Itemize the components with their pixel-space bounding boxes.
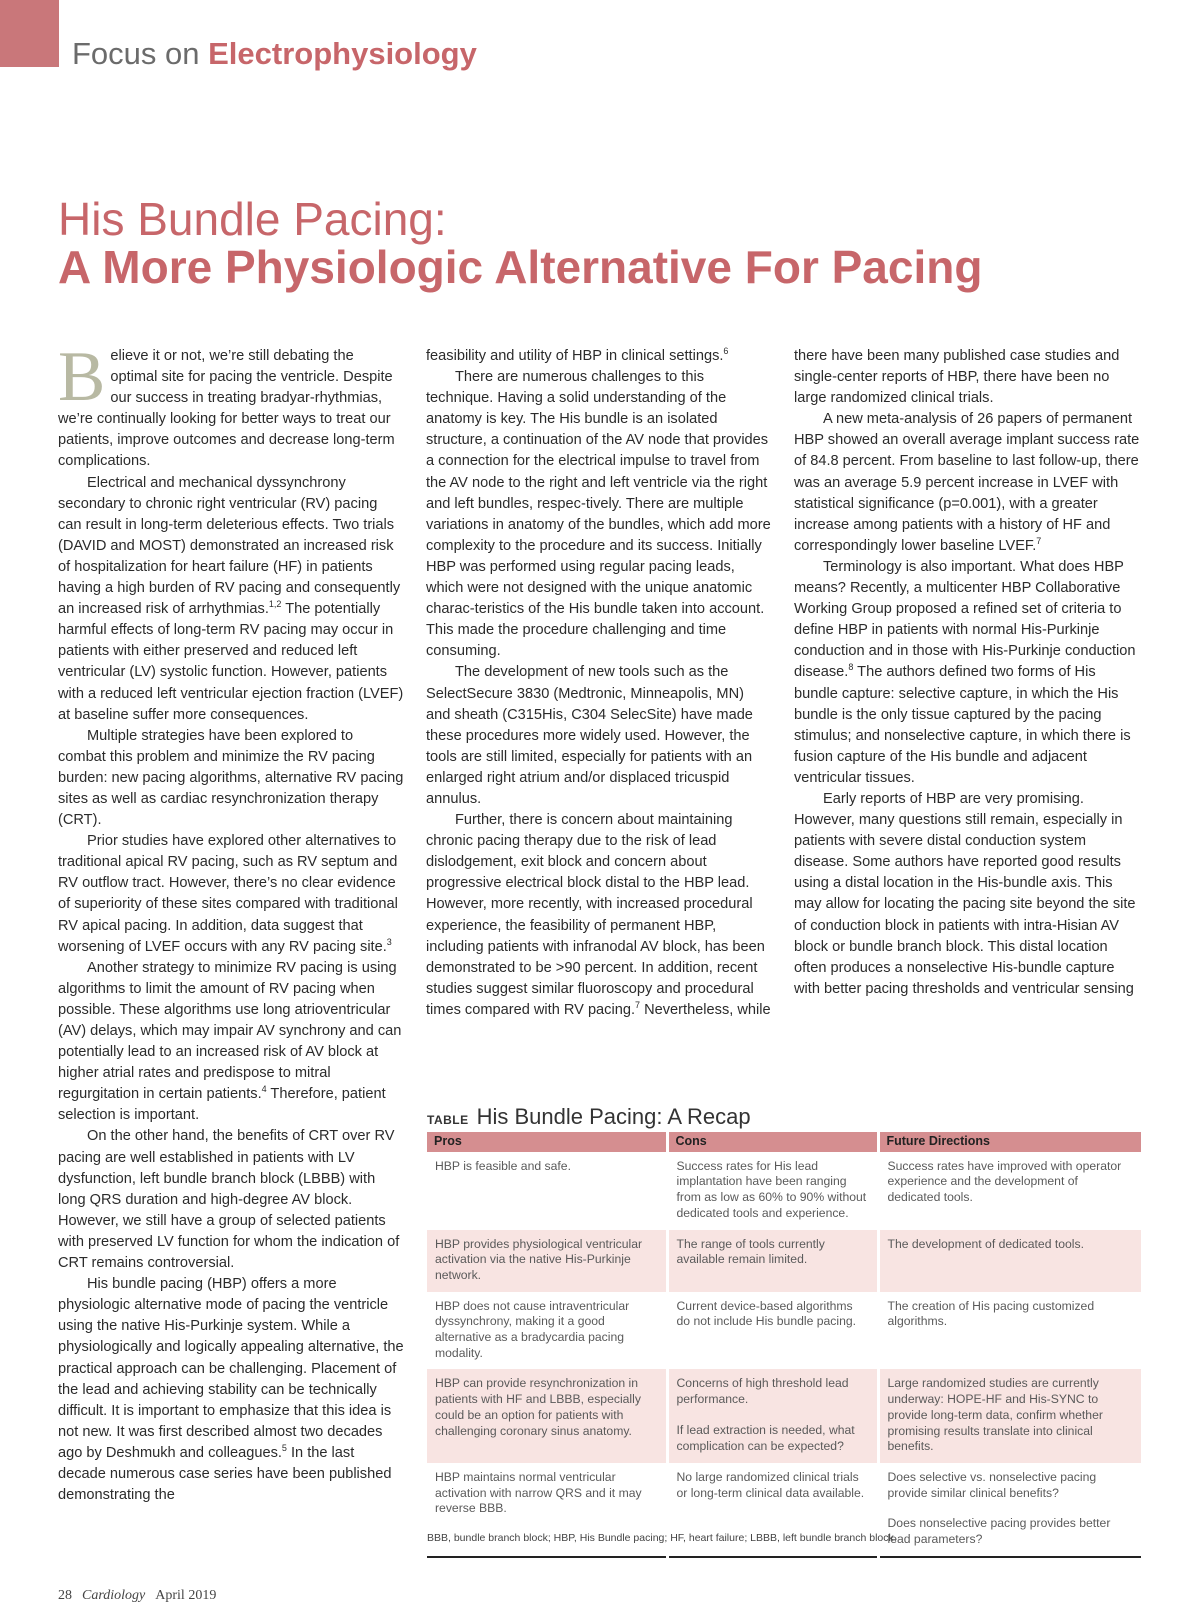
paragraph-text: Terminology is also important. What does HBP means? Recently, a multicenter HBP Collaborative Working Group proposed a refined set of criteria to define HBP in patients with normal His-Purkinje conduction and in those with His-Purkinje conduction disease. (794, 558, 1136, 681)
future-cell: The development of dedicated tools. (878, 1230, 1141, 1292)
cons-cell: The range of tools currently available remain limited. (667, 1230, 878, 1292)
article-title-line1: His Bundle Pacing: (58, 193, 447, 245)
reference-marker: 3 (386, 936, 392, 947)
paragraph: there have been many published case studies and single-center reports of HBP, there have been no large randomized clinical trials. (794, 348, 1120, 407)
reference-marker: 7 (635, 1000, 641, 1011)
paragraph-text: Nevertheless, while (640, 1001, 771, 1018)
header-future: Future Directions (878, 1132, 1141, 1152)
paragraph-text: Electrical and mechanical dyssynchrony secondary to chronic right ventricular (RV) pacing can result in long-term deleterious effects. Two trials (DAVID and MOST) demonstrated an increased risk of hospitalization for heart failure (HF) in patients having a high burden of RV pacing and consequently an increased risk of arrhythmias. (58, 474, 401, 618)
pros-cell: HBP does not cause intraventricular dyssynchrony, making it a good alternative as a bradycardia pacing modality. (427, 1292, 667, 1370)
paragraph (426, 346, 772, 367)
pros-cell: HBP maintains normal ventricular activation with narrow QRS and it may reverse BBB. (427, 1463, 667, 1557)
table-footnote: BBB, bundle branch block; HBP, His Bundle pacing; HF, heart failure; LBBB, left bundle branch block. (427, 1532, 897, 1544)
column-2 (426, 346, 772, 1021)
recap-table (427, 1132, 1141, 1558)
cons-cell: Success rates for His lead implantation have been ranging from as low as 60% to 90% without dedicated tools and experience. (667, 1152, 878, 1230)
paragraph: On the other hand, the benefits of CRT over RV pacing are well established in patients with LV dysfunction, left bundle branch block (LBBB) with long QRS duration and high-degree AV block. However, we still have a group of selected patients with preserved LV function for whom the indication of CRT remains controversial. (58, 1128, 400, 1272)
paragraph-text: feasibility and utility of HBP in clinical settings. (426, 348, 724, 364)
section-prefix: Focus on (72, 36, 209, 71)
cons-cell (667, 1369, 878, 1463)
paragraph-text: In the last decade numerous case series have been published demonstrating the (58, 1444, 392, 1504)
header-cons: Cons (667, 1132, 878, 1152)
article-title-line2: A More Physiologic Alternative For Pacing (58, 241, 983, 293)
table-title: His Bundle Pacing: A Recap (476, 1104, 751, 1129)
cons-text: Concerns of high threshold lead performance. (676, 1376, 849, 1407)
paragraph-text: His bundle pacing (HBP) offers a more physiologic alternative mode of pacing the ventricle using the native His-Purkinje system. While a physiologically and logically appealing alternative, the practical approach can be challenging. Placement of the lead and achieving stability can be technically difficult. It is important to emphasize that this idea is not new. It was first described almost two decades ago by Deshmukh and colleagues. (58, 1276, 404, 1461)
cons-text: If lead extraction is needed, what complication can be expected? (676, 1422, 855, 1453)
paragraph (58, 473, 404, 726)
drop-cap: B (58, 338, 106, 416)
reference-marker: 4 (261, 1084, 267, 1095)
table-row (427, 1230, 1141, 1292)
paragraph-text: Prior studies have explored other alternatives to traditional apical RV pacing, such as RV septum and RV outflow tract. However, there’s no clear evidence of superiority of these sites compared with traditional RV apical pacing. In addition, data suggest that worsening of LVEF occurs with any RV pacing site. (58, 833, 398, 955)
future-text: Does nonselective pacing provides better lead parameters? (887, 1516, 1111, 1547)
future-cell: The creation of His pacing customized algorithms. (887, 1298, 1095, 1329)
corner-tab (0, 0, 59, 67)
reference-marker: 5 (281, 1443, 287, 1454)
paragraph-text: A new meta-analysis of 26 papers of permanent HBP showed an overall average implant success rate of 84.8 percent. From baseline to last follow-up, there was an average 5.9 percent increase in LVEF with statistical significance (p=0.001), with a greater increase among patients with a history of HF and correspondingly lower baseline LVEF. (794, 411, 1140, 554)
reference-marker: 7 (1036, 535, 1042, 546)
paragraph (426, 810, 772, 1021)
pros-cell: HBP can provide resynchronization in patients with HF and LBBB, especially could be an option for patients with challenging coronary sinus anatomy. (427, 1369, 667, 1463)
pros-cell: HBP is feasible and safe. (427, 1152, 667, 1230)
future-text: Does selective vs. nonselective pacing provide similar clinical benefits? (887, 1469, 1097, 1500)
paragraph-text: The authors defined two forms of His bundle capture: selective capture, in which the His bundle is the only tissue captured by the pacing stimulus; and nonselective capture, in which there is fusion capture of the His bundle and adjacent ventricular tissues. (794, 664, 1131, 786)
page-footer (58, 1588, 216, 1604)
issue-date: April 2019 (155, 1588, 217, 1603)
paragraph-text: elieve it or not, we’re still debating the optimal site for pacing the ventricle. Despite our success in treating bradyar-rhythmias, we’re continually looking for better ways to treat our patients, improve outcomes and decrease long-term complications. (58, 348, 395, 470)
paragraph: There are numerous challenges to this technique. Having a solid understanding of the anatomy is key. The His bundle is an isolated structure, a continuation of the AV node that provides a connection for the electrical impulse to travel from the AV node to the right and left ventricle via the right and left bundles, respec-tively. There are multiple variations in anatomy of the bundles, which add more complexity to the procedure and its success. Initially HBP was performed using regular pacing leads, which were not designed with the unique anatomic charac-teristics of the His bundle taken into account. This made the procedure challenging and time consuming. (426, 369, 771, 660)
paragraph (58, 831, 404, 958)
paragraph: Early reports of HBP are very promising. However, many questions still remain, especially in patients with severe distal conduction system disease. Some authors have reported good results using a distal location in the His-bundle axis. This may allow for locating the pacing site beyond the site of conduction block in patients with intra-Hisian AV block or bundle branch block. This distal location often produces a nonselective His-bundle capture with better pacing thresholds and ventricular sensing (794, 790, 1136, 997)
table-row (427, 1152, 1141, 1230)
paragraph: Multiple strategies have been explored to combat this problem and minimize the RV pacing burden: new pacing algorithms, alternative RV pacing sites as well as cardiac resynchronization therapy (CRT). (58, 727, 404, 829)
reference-marker: 6 (723, 346, 729, 357)
paragraph-text: The potentially harmful effects of long-term RV pacing may occur in patients with either preserved and reduced left ventricular (LV) systolic function. However, patients with a reduced left ventricular ejection fraction (LVEF) at baseline suffer more consequences. (58, 601, 404, 723)
paragraph: The development of new tools such as the SelectSecure 3830 (Medtronic, Minneapolis, MN) and sheath (C315His, C304 SelecSite) have made these procedures more widely used. However, the tools are still limited, especially for patients with an enlarged right atrium and/or displaced tricuspid annulus. (426, 664, 753, 807)
section-accent: Electrophysiology (208, 36, 477, 71)
cons-cell: No large randomized clinical trials or long-term clinical data available. (667, 1463, 878, 1557)
table-tag: TABLE (427, 1113, 469, 1127)
paragraph-text: Therefore, patient selection is important. (58, 1086, 386, 1124)
table-header-row (427, 1132, 1141, 1152)
paragraph (794, 409, 1140, 557)
table-row (427, 1292, 1141, 1370)
column-3 (794, 346, 1140, 1000)
paragraph (58, 1274, 404, 1506)
header-pros: Pros (427, 1132, 667, 1152)
future-cell (878, 1463, 1141, 1557)
future-cell: Large randomized studies are currently underway: HOPE-HF and His-SYNC to provide long-term data, confirm whether promising results translate into clinical benefits. (878, 1369, 1141, 1463)
paragraph-text: Another strategy to minimize RV pacing is using algorithms to limit the amount of RV pacing when possible. These algorithms use long atrioventricular (AV) delays, which may impair AV synchrony and can potentially lead to an increased risk of AV block at higher atrial rates and predispose to mitral regurgitation in certain patients. (58, 959, 402, 1103)
paragraph-text: Further, there is concern about maintaining chronic pacing therapy due to the risk of lead dislodgement, exit block and concern about progressive electrical block distal to the HBP lead. However, more recently, with increased procedural experience, the feasibility of permanent HBP, including patients with infranodal AV block, has been demonstrated to be >90 percent. In addition, recent studies suggest similar fluoroscopy and procedural times compared with RV pacing. (426, 812, 765, 1018)
pros-cell: HBP provides physiological ventricular activation via the native His-Purkinje network. (427, 1230, 667, 1292)
cons-cell: Current device-based algorithms do not include His bundle pacing. (667, 1292, 878, 1370)
column-1 (58, 338, 404, 1506)
reference-marker: 1,2 (268, 599, 282, 610)
page-number: 28 (58, 1588, 72, 1603)
paragraph (58, 958, 404, 1127)
paragraph (794, 557, 1140, 789)
journal-name: Cardiology (82, 1588, 146, 1603)
paragraph (58, 338, 404, 473)
future-cell: Success rates have improved with operator experience and the development of dedicated tools. (887, 1158, 1122, 1205)
section-header (72, 36, 477, 72)
table-label (427, 1104, 751, 1130)
reference-marker: 8 (848, 662, 854, 673)
table-row (427, 1369, 1141, 1463)
